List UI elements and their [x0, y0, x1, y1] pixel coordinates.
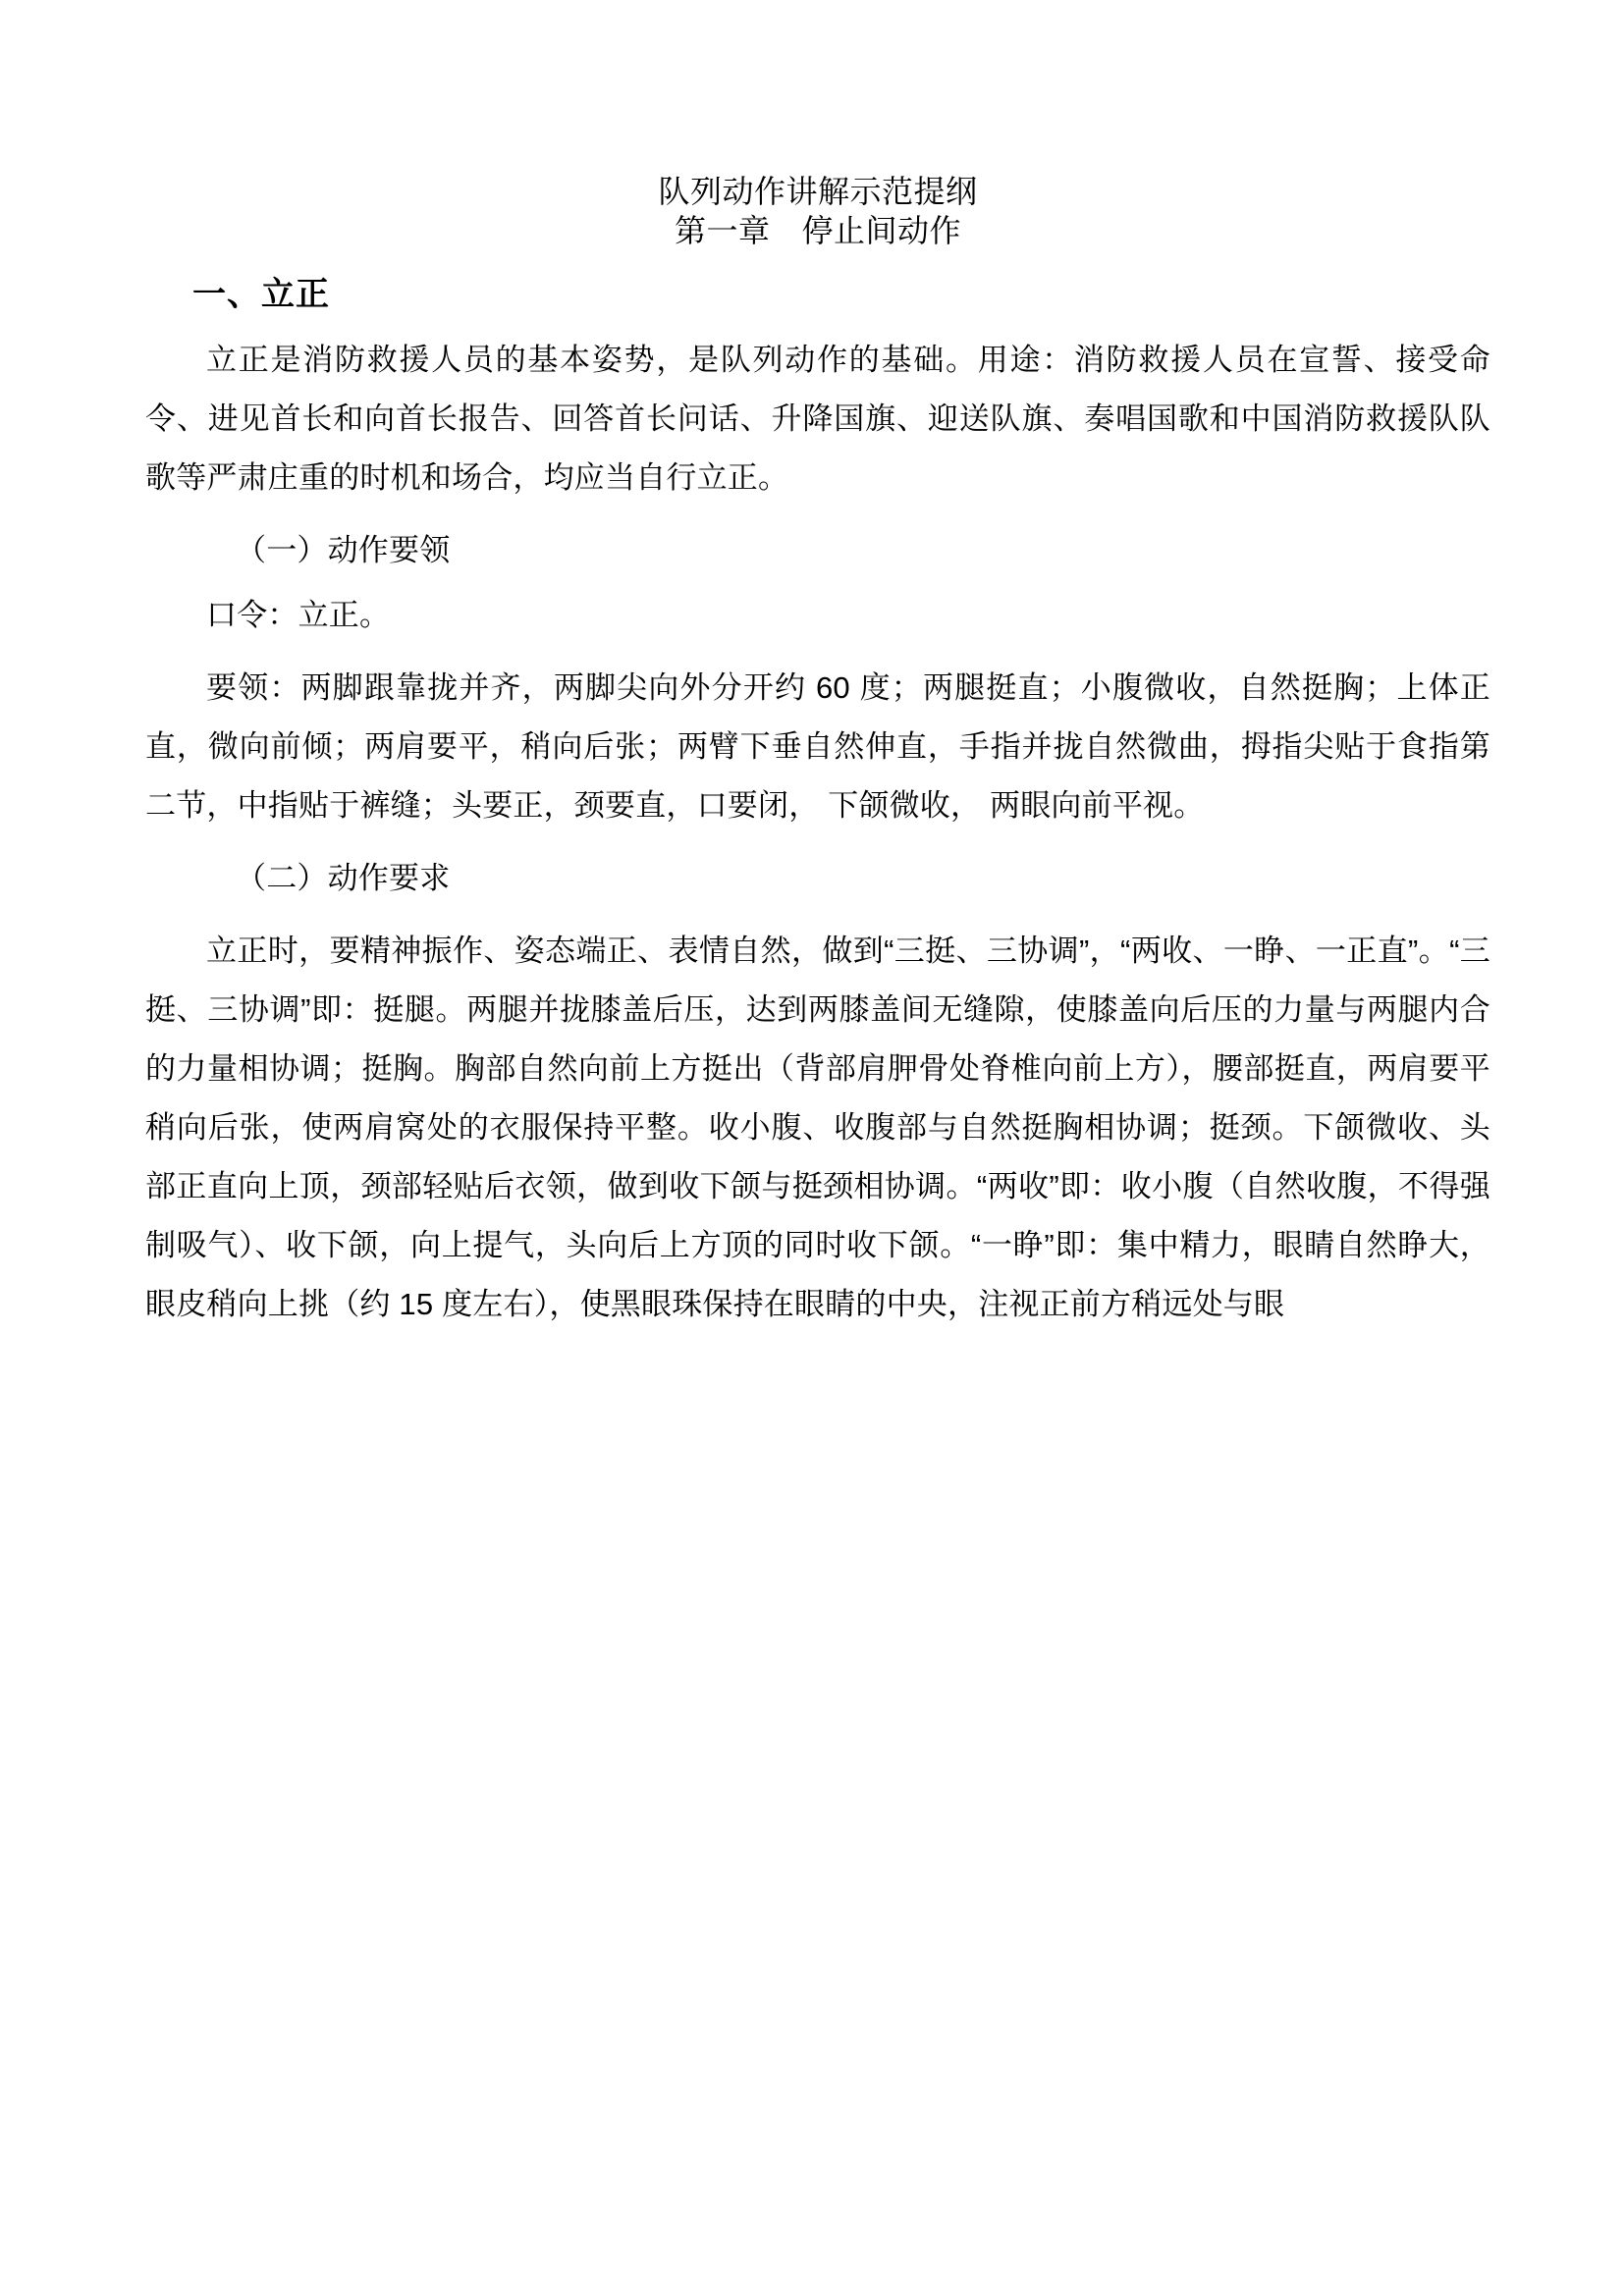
- paragraph-introduction: 立正是消防救援人员的基本姿势，是队列动作的基础。用途：消防救援人员在宣誓、接受命令、进见首长和向首长报告、回答首长问话、升降国旗、迎送队旗、奏唱国歌和中国消防救援队队歌等严肃庄重的时机和场合，均应当自行立正。: [145, 343, 1490, 495]
- document-title-line-2: [145, 211, 1490, 250]
- document-title-line-1: 队列动作讲解示范提纲: [658, 174, 978, 209]
- document-content: [145, 0, 1490, 1334]
- subheading-action-essentials: （一）动作要领: [236, 533, 451, 567]
- chapter-label: 第一章: [674, 213, 771, 248]
- chapter-name: 停止间动作: [801, 213, 962, 248]
- paragraph-command: 口令：立正。: [206, 598, 391, 632]
- subheading-action-requirements: （二）动作要求: [236, 861, 451, 895]
- paragraph-essentials: 要领：两脚跟靠拢并齐，两脚尖向外分开约 60 度；两腿挺直；小腹微收，自然挺胸；上体正直，微向前倾；两肩要平，稍向后张；两臂下垂自然伸直，手指并拢自然微曲，拇指尖贴于食指第二节，中指贴于裤缝；头要正，颈要直，口要闭， 下颌微收， 两眼向前平视。: [145, 670, 1490, 823]
- section-heading-lizheng: 一、立正: [192, 276, 330, 313]
- paragraph-requirements: 立正时，要精神振作、姿态端正、表情自然，做到“三挺、三协调”，“两收、一睁、一正直”。“三挺、三协调”即：挺腿。两腿并拢膝盖后压，达到两膝盖间无缝隙，使膝盖向后压的力量与两腿内合的力量相协调；挺胸。胸部自然向前上方挺出（背部肩胛骨处脊椎向前上方），腰部挺直，两肩要平稍向后张，使两肩窝处的衣服保持平整。收小腹、收腹部与自然挺胸相协调；挺颈。下颌微收、头部正直向上顶，颈部轻贴后衣领，做到收下颌与挺颈相协调。“两收”即：收小腹（自然收腹，不得强制吸气）、收下颌，向上提气，头向后上方顶的同时收下颌。“一睁”即：集中精力，眼睛自然睁大，眼皮稍向上挑（约 15 度左右），使黑眼珠保持在眼睛的中央，注视正前方稍远处与眼: [145, 934, 1490, 1321]
